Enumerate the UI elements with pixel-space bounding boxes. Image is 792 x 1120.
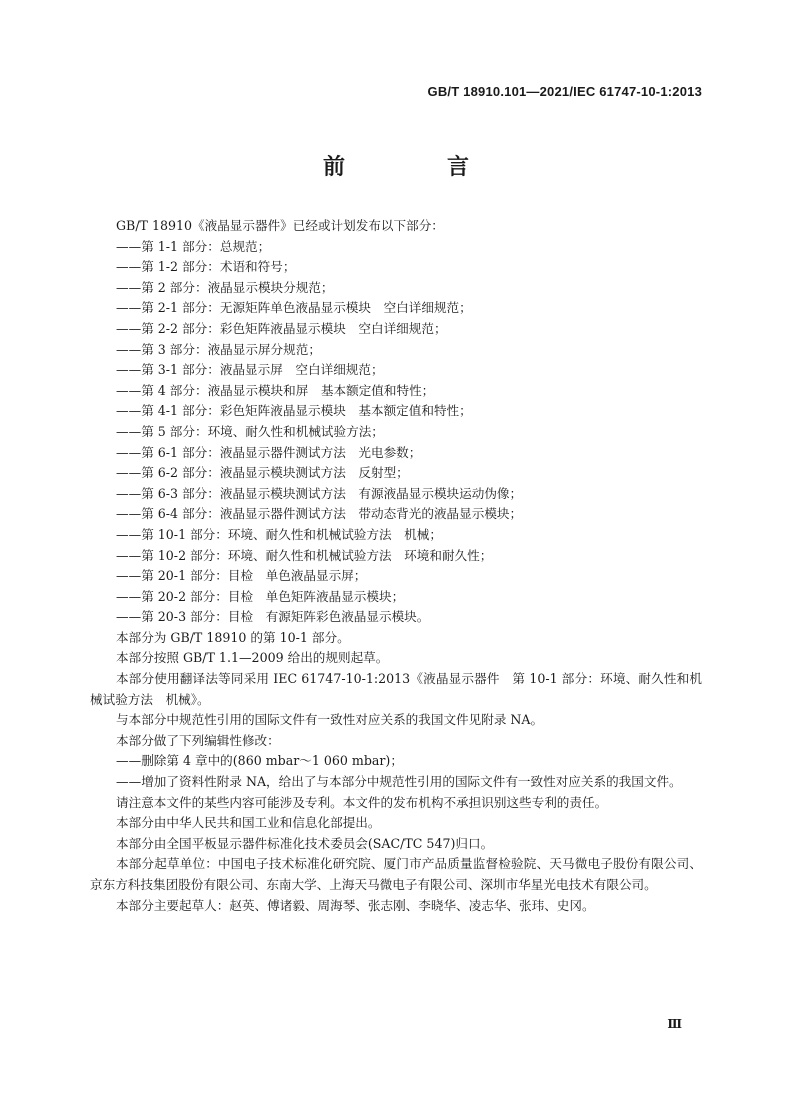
parts-list	[90, 237, 702, 628]
this-part-paragraph: 本部分为 GB/T 18910 的第 10-1 部分。	[116, 629, 350, 645]
list-item: ——第 4 部分：液晶显示模块和屏 基本额定值和特性；	[116, 382, 435, 398]
list-item: ——第 6-3 部分：液晶显示模块测试方法 有源液晶显示模块运动伪像；	[116, 485, 523, 501]
proposed-by-paragraph: 本部分由中华人民共和国工业和信息化部提出。	[116, 815, 381, 831]
edits-list	[90, 751, 702, 792]
annex-na-paragraph: 与本部分中规范性引用的国际文件有一致性对应关系的我国文件见附录 NA。	[116, 712, 544, 728]
list-item: ——第 5 部分：环境、耐久性和机械试验方法；	[116, 423, 384, 439]
list-item: ——第 20-1 部分：目检 单色液晶显示屏；	[116, 568, 367, 584]
list-item: ——增加了资料性附录 NA，给出了与本部分中规范性引用的国际文件有一致性对应关系的我国文件。	[116, 774, 682, 790]
list-item: ——删除第 4 章中的(860 mbar～1 060 mbar)；	[116, 753, 403, 769]
list-item: ——第 6-4 部分：液晶显示器件测试方法 带动态背光的液晶显示模块；	[116, 506, 523, 522]
list-item: ——第 4-1 部分：彩色矩阵液晶显示模块 基本额定值和特性；	[116, 403, 472, 419]
list-item: ——第 6-1 部分：液晶显示器件测试方法 光电参数；	[116, 444, 422, 460]
edits-intro-paragraph: 本部分做了下列编辑性修改：	[116, 732, 280, 748]
list-item: ——第 1-2 部分：术语和符号；	[116, 259, 296, 275]
list-item: ——第 3 部分：液晶显示屏分规范；	[116, 341, 321, 357]
page-title: 前 言	[322, 154, 509, 180]
drafters-paragraph: 本部分主要起草人：赵英、傅诸毅、周海琴、张志刚、李晓华、凌志华、张玮、史冈。	[116, 897, 595, 913]
list-item: ——第 1-1 部分：总规范；	[116, 238, 271, 254]
list-item: ——第 10-1 部分：环境、耐久性和机械试验方法 机械；	[116, 526, 442, 542]
list-item: ——第 2-2 部分：彩色矩阵液晶显示模块 空白详细规范；	[116, 320, 447, 336]
list-item: ——第 2 部分：液晶显示模块分规范；	[116, 279, 334, 295]
foreword-body	[90, 216, 702, 916]
intro-paragraph: GB/T 18910《液晶显示器件》已经或计划发布以下部分：	[116, 218, 444, 233]
patent-paragraph: 请注意本文件的某些内容可能涉及专利。本文件的发布机构不承担识别这些专利的责任。	[116, 794, 608, 810]
drafting-units-paragraph: 本部分起草单位：中国电子技术标准化研究院、厦门市产品质量监督检验院、天马微电子股份有限公司、京东方科技集团股份有限公司、东南大学、上海天马微电子有限公司、深圳市华星光电技术有限公司。	[90, 856, 702, 892]
page-number: Ⅲ	[667, 1017, 682, 1031]
list-item: ——第 20-3 部分：目检 有源矩阵彩色液晶显示模块。	[116, 609, 430, 625]
standard-code-header: GB/T 18910.101—2021/IEC 61747-10-1:2013	[427, 84, 702, 99]
list-item: ——第 20-2 部分：目检 单色矩阵液晶显示模块；	[116, 588, 405, 604]
centralized-by-paragraph: 本部分由全国平板显示器件标准化技术委员会(SAC/TC 547)归口。	[116, 835, 494, 851]
translation-paragraph: 本部分使用翻译法等同采用 IEC 61747-10-1:2013《液晶显示器件 第 10-1 部分：环境、耐久性和机械试验方法 机械》。	[90, 671, 702, 707]
list-item: ——第 3-1 部分：液晶显示屏 空白详细规范；	[116, 362, 384, 378]
list-item: ——第 6-2 部分：液晶显示模块测试方法 反射型；	[116, 465, 409, 481]
drafting-rules-paragraph: 本部分按照 GB/T 1.1—2009 给出的规则起草。	[116, 650, 389, 666]
list-item: ——第 2-1 部分：无源矩阵单色液晶显示模块 空白详细规范；	[116, 300, 472, 316]
list-item: ——第 10-2 部分：环境、耐久性和机械试验方法 环境和耐久性；	[116, 547, 493, 563]
